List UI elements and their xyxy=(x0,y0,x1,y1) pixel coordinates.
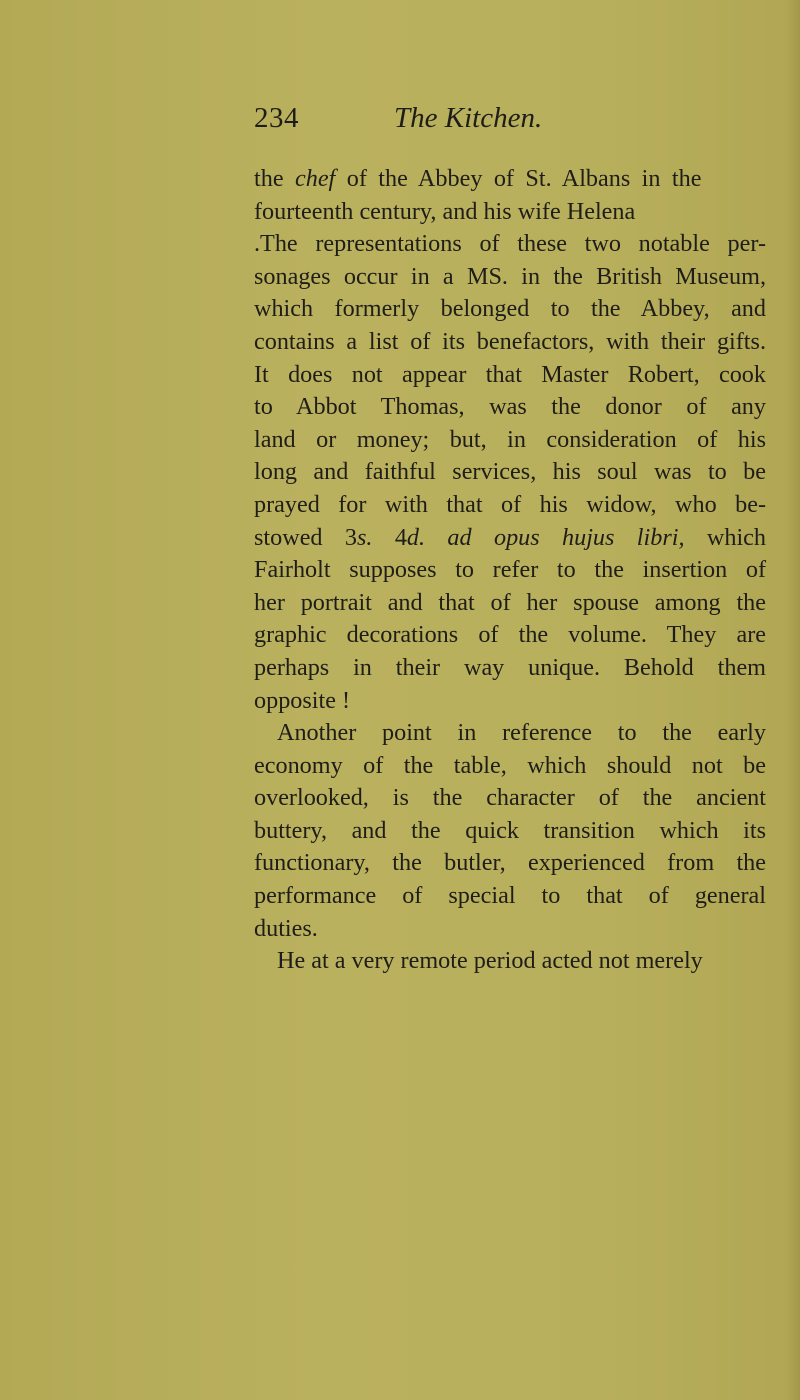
text-line: sonages occur in a MS. in the British Museum, xyxy=(254,262,766,290)
text-line: opposite ! xyxy=(254,686,351,714)
text-line: Fairholt supposes to refer to the insertion of xyxy=(254,556,766,584)
running-head xyxy=(254,96,774,140)
text-line: prayed for with that of his widow, who be- xyxy=(254,490,766,518)
text-line: contains a list of its benefactors, with their gifts. xyxy=(254,327,766,355)
text-line: stowed 3s. 4d. ad opus hujus libri, which xyxy=(254,523,767,551)
page-title: The Kitchen. xyxy=(394,102,543,134)
text-line: performance of special to that of general xyxy=(254,882,766,910)
text-line: which formerly belonged to the Abbey, and xyxy=(254,295,766,323)
italic-abbrev-shillings: s. xyxy=(356,523,373,551)
text-line: her portrait and that of her spouse among the xyxy=(254,588,766,616)
text-line: buttery, and the quick transition which its xyxy=(254,816,766,844)
text-line: to Abbot Thomas, was the donor of any xyxy=(254,393,766,421)
text-line: long and faithful services, his soul was to be xyxy=(254,458,766,486)
text-line: .The representations of these two notable per- xyxy=(254,230,766,258)
italic-latin-phrase: d. ad opus hujus libri, xyxy=(406,523,685,551)
text-line: It does not appear that Master Robert, cook xyxy=(254,360,766,388)
text-line: graphic decorations of the volume. They are xyxy=(254,621,766,649)
text-line: duties. xyxy=(254,914,318,942)
text-line: overlooked, is the character of the ancient xyxy=(254,784,766,812)
text-line: fourteenth century, and his wife Helena xyxy=(254,197,636,225)
paragraph-start-line: Another point in reference to the early xyxy=(277,719,766,747)
italic-word-chef: chef xyxy=(294,165,336,192)
text-line: functionary, the butler, experienced from the xyxy=(254,849,766,877)
paragraph-start-line: He at a very remote period acted not merely xyxy=(277,947,703,975)
text-line: the chef of the Abbey of St. Albans in the xyxy=(254,165,702,192)
text-line: perhaps in their way unique. Behold them xyxy=(254,653,766,681)
text-line: economy of the table, which should not be xyxy=(254,751,766,779)
page-edge-shadow xyxy=(786,0,800,1400)
page-number: 234 xyxy=(254,102,299,134)
text-line: land or money; but, in consideration of his xyxy=(254,425,766,453)
body-text xyxy=(254,163,766,978)
